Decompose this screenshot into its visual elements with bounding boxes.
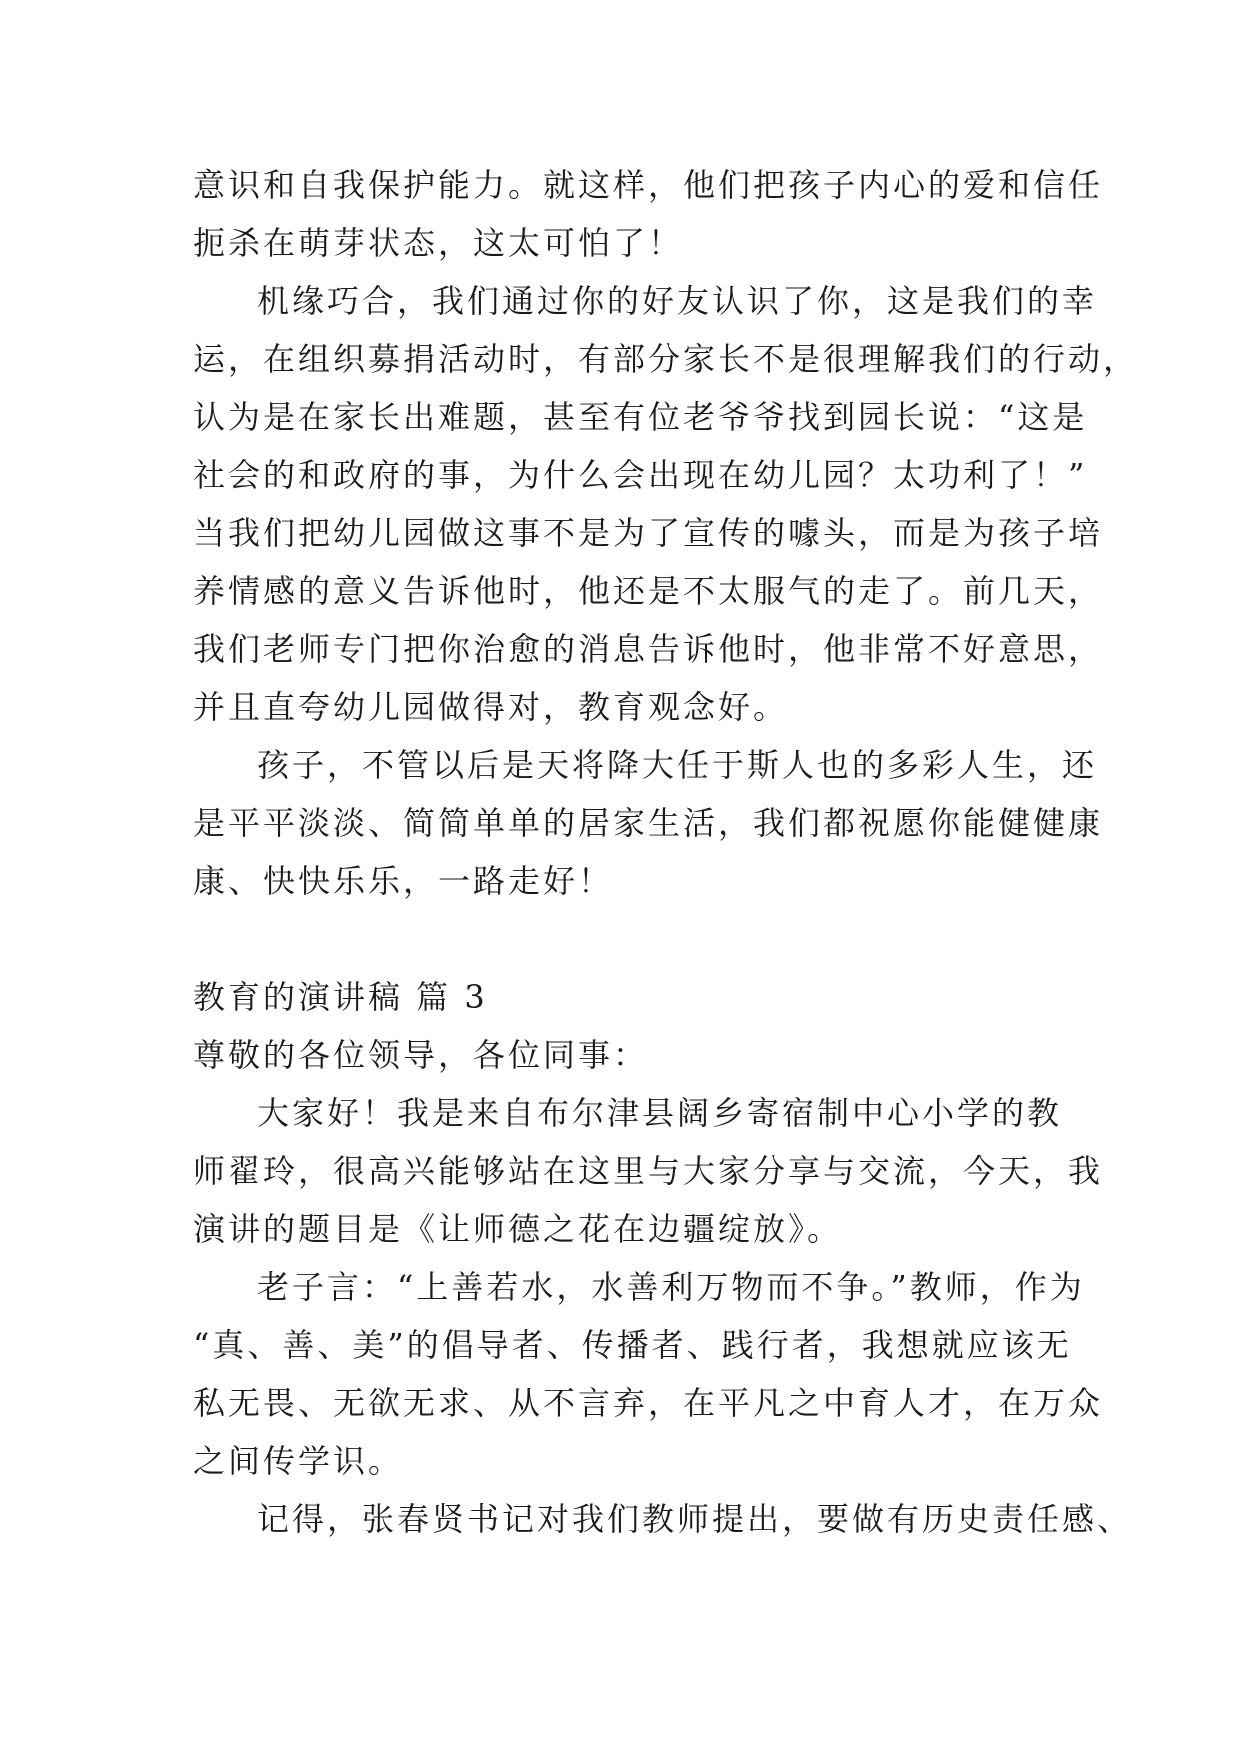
section-gap (193, 910, 1073, 968)
text-line: 认为是在家长出难题，甚至有位老爷爷找到园长说：“这是 (193, 398, 1088, 436)
text-line: 我们老师专门把你治愈的消息告诉他时，他非常不好意思， (193, 630, 1104, 668)
text-line: 之间传学识。 (193, 1442, 404, 1480)
paragraph-first-line: 老子言：“上善若水，水善利万物而不争。”教师，作为 (257, 1268, 1085, 1306)
text-line: 当我们把幼儿园做这事不是为了宣传的噱头，而是为孩子培 (193, 514, 1104, 552)
section-heading: 教育的演讲稿 篇 3 (193, 978, 488, 1016)
text-line: 是平平淡淡、简简单单的居家生活，我们都祝愿你能健健康 (193, 804, 1104, 842)
text-line: 扼杀在萌芽状态，这太可怕了！ (193, 224, 684, 262)
text-line: 演讲的题目是《让师德之花在边疆绽放》。 (193, 1210, 843, 1248)
text-line: 养情感的意义告诉他时，他还是不太服气的走了。前几天， (193, 572, 1104, 610)
text-line: 私无畏、无欲无求、从不言弃，在平凡之中育人才，在万众 (193, 1384, 1104, 1422)
text-line: “真、善、美”的倡导者、传播者、践行者，我想就应该无 (193, 1326, 1072, 1364)
paragraph-first-line: 大家好！我是来自布尔津县阔乡寄宿制中心小学的教 (257, 1094, 1063, 1132)
text-line: 师翟玲，很高兴能够站在这里与大家分享与交流，今天，我 (193, 1152, 1104, 1190)
document-body (193, 156, 1139, 1548)
salutation: 尊敬的各位领导，各位同事： (193, 1036, 649, 1074)
text-line: 运，在组织募捐活动时，有部分家长不是很理解我们的行动， (193, 340, 1139, 378)
paragraph-first-line: 记得，张春贤书记对我们教师提出，要做有历史责任感、 (257, 1500, 1133, 1538)
text-line: 并且直夸幼儿园做得对，教育观念好。 (193, 688, 789, 726)
text-line: 社会的和政府的事，为什么会出现在幼儿园？太功利了！” (193, 456, 1088, 494)
text-line: 康、快快乐乐，一路走好！ (193, 862, 614, 900)
text-line: 意识和自我保护能力。就这样，他们把孩子内心的爱和信任 (193, 166, 1104, 204)
paragraph-first-line: 孩子，不管以后是天将降大任于斯人也的多彩人生，还 (257, 746, 1098, 784)
paragraph-first-line: 机缘巧合，我们通过你的好友认识了你，这是我们的幸 (257, 282, 1098, 320)
